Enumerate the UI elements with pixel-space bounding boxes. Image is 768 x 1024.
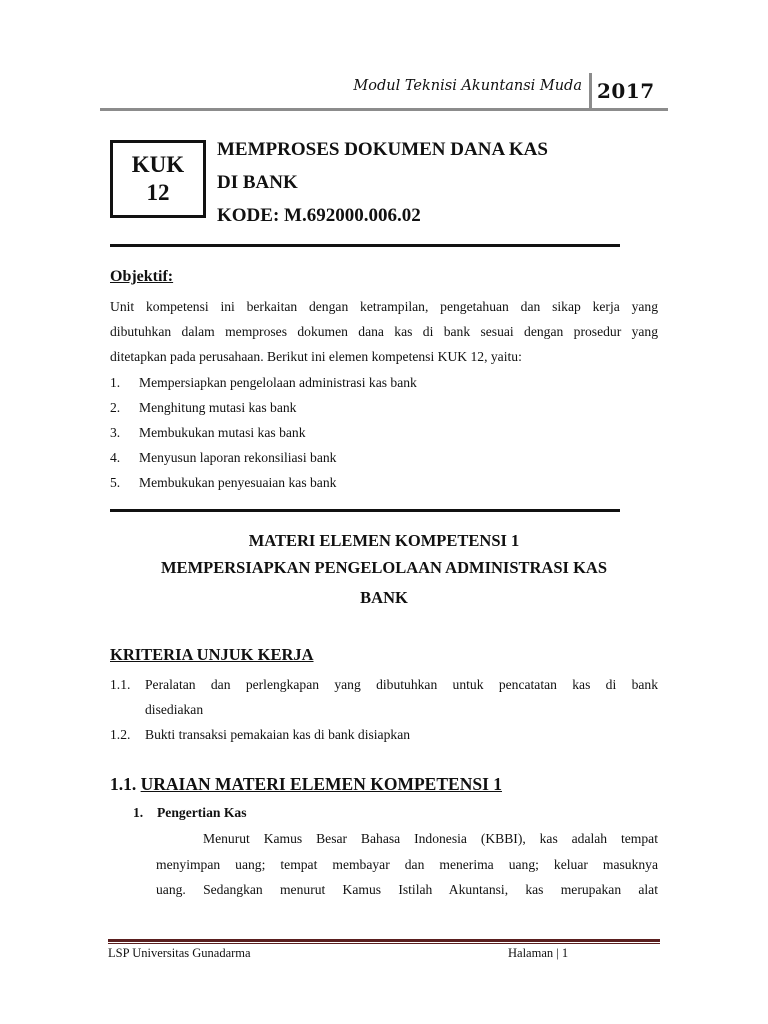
materi-heading-line2: MEMPERSIAPKAN PENGELOLAAN ADMINISTRASI KAS bbox=[160, 558, 607, 577]
objective-line: dibutuhkan dalam memproses dokumen dana kas di bank sesuai dengan prosedur yang bbox=[110, 324, 658, 339]
list-number: 1.1. bbox=[110, 677, 131, 692]
uraian-heading bbox=[110, 774, 502, 795]
kuk-badge bbox=[110, 140, 206, 218]
section-title: URAIAN MATERI ELEMEN KOMPETENSI 1 bbox=[140, 774, 502, 794]
module-year: 2017 bbox=[597, 79, 655, 103]
sub-title: Pengertian Kas bbox=[157, 805, 247, 820]
objective-heading: Objektif: bbox=[110, 268, 174, 285]
paragraph-line: Menurut Kamus Besar Bahasa Indonesia (KBBI), kas adalah tempat bbox=[203, 831, 658, 846]
paragraph-line: uang. Sedangkan menurut Kamus Istilah Akuntansi, kas merupakan alat bbox=[156, 882, 658, 897]
list-item bbox=[110, 672, 658, 722]
sub-heading bbox=[133, 805, 246, 821]
unit-title bbox=[217, 138, 548, 237]
objective-line: ditetapkan pada perusahaan. Berikut ini elemen kompetensi KUK 12, yaitu: bbox=[110, 349, 522, 364]
list-item bbox=[110, 420, 417, 445]
header-separator bbox=[589, 73, 592, 110]
footer-rule-thin bbox=[108, 943, 660, 944]
list-text: Menghitung mutasi kas bank bbox=[139, 400, 297, 415]
divider-rule bbox=[110, 244, 620, 247]
header-rule bbox=[100, 108, 668, 111]
list-item bbox=[110, 722, 658, 747]
unit-title-line1: MEMPROSES DOKUMEN DANA KAS bbox=[217, 139, 548, 160]
list-text: Membukukan mutasi kas bank bbox=[139, 425, 306, 440]
list-text: Menyusun laporan rekonsiliasi bank bbox=[139, 450, 337, 465]
body-paragraph bbox=[156, 826, 658, 903]
list-text: Peralatan dan perlengkapan yang dibutuhkan untuk pencatatan kas di bank bbox=[145, 677, 658, 692]
list-item bbox=[110, 445, 417, 470]
list-text: Bukti transaksi pemakaian kas di bank disiapkan bbox=[145, 727, 411, 742]
objective-paragraph bbox=[110, 294, 658, 369]
list-number: 1.2. bbox=[110, 727, 131, 742]
sub-number: 1. bbox=[133, 805, 144, 820]
module-title: Modul Teknisi Akuntansi Muda bbox=[353, 78, 582, 94]
kriteria-list bbox=[110, 672, 658, 747]
divider-rule bbox=[110, 509, 620, 512]
list-number: 4. bbox=[110, 450, 121, 465]
footer-rule bbox=[108, 939, 660, 942]
list-text: Mempersiapkan pengelolaan administrasi kas bank bbox=[139, 375, 417, 390]
element-list bbox=[110, 370, 417, 495]
kriteria-heading: KRITERIA UNJUK KERJA bbox=[110, 645, 314, 664]
paragraph-line: menyimpan uang; tempat membayar dan menerima uang; keluar masuknya bbox=[156, 856, 658, 872]
list-item bbox=[110, 395, 417, 420]
materi-heading-line3: BANK bbox=[360, 588, 408, 607]
list-item bbox=[110, 370, 417, 395]
list-item bbox=[110, 470, 417, 495]
section-number: 1.1. bbox=[110, 774, 137, 794]
list-number: 2. bbox=[110, 400, 121, 415]
list-text: disediakan bbox=[145, 702, 204, 717]
list-number: 3. bbox=[110, 425, 121, 440]
materi-heading-line1: MATERI ELEMEN KOMPETENSI 1 bbox=[248, 531, 520, 550]
list-text: Membukukan penyesuaian kas bank bbox=[139, 475, 337, 490]
list-number: 1. bbox=[110, 375, 121, 390]
unit-code: KODE: M.692000.006.02 bbox=[217, 205, 421, 226]
kuk-label: KUK bbox=[131, 152, 185, 177]
unit-title-line2: DI BANK bbox=[217, 172, 298, 193]
kuk-number: 12 bbox=[146, 180, 170, 205]
list-number: 5. bbox=[110, 475, 121, 490]
footer-institution: LSP Universitas Gunadarma bbox=[108, 946, 251, 960]
page-number: Halaman | 1 bbox=[508, 946, 569, 960]
objective-line: Unit kompetensi ini berkaitan dengan ketrampilan, pengetahuan dan sikap kerja yang bbox=[110, 299, 658, 314]
